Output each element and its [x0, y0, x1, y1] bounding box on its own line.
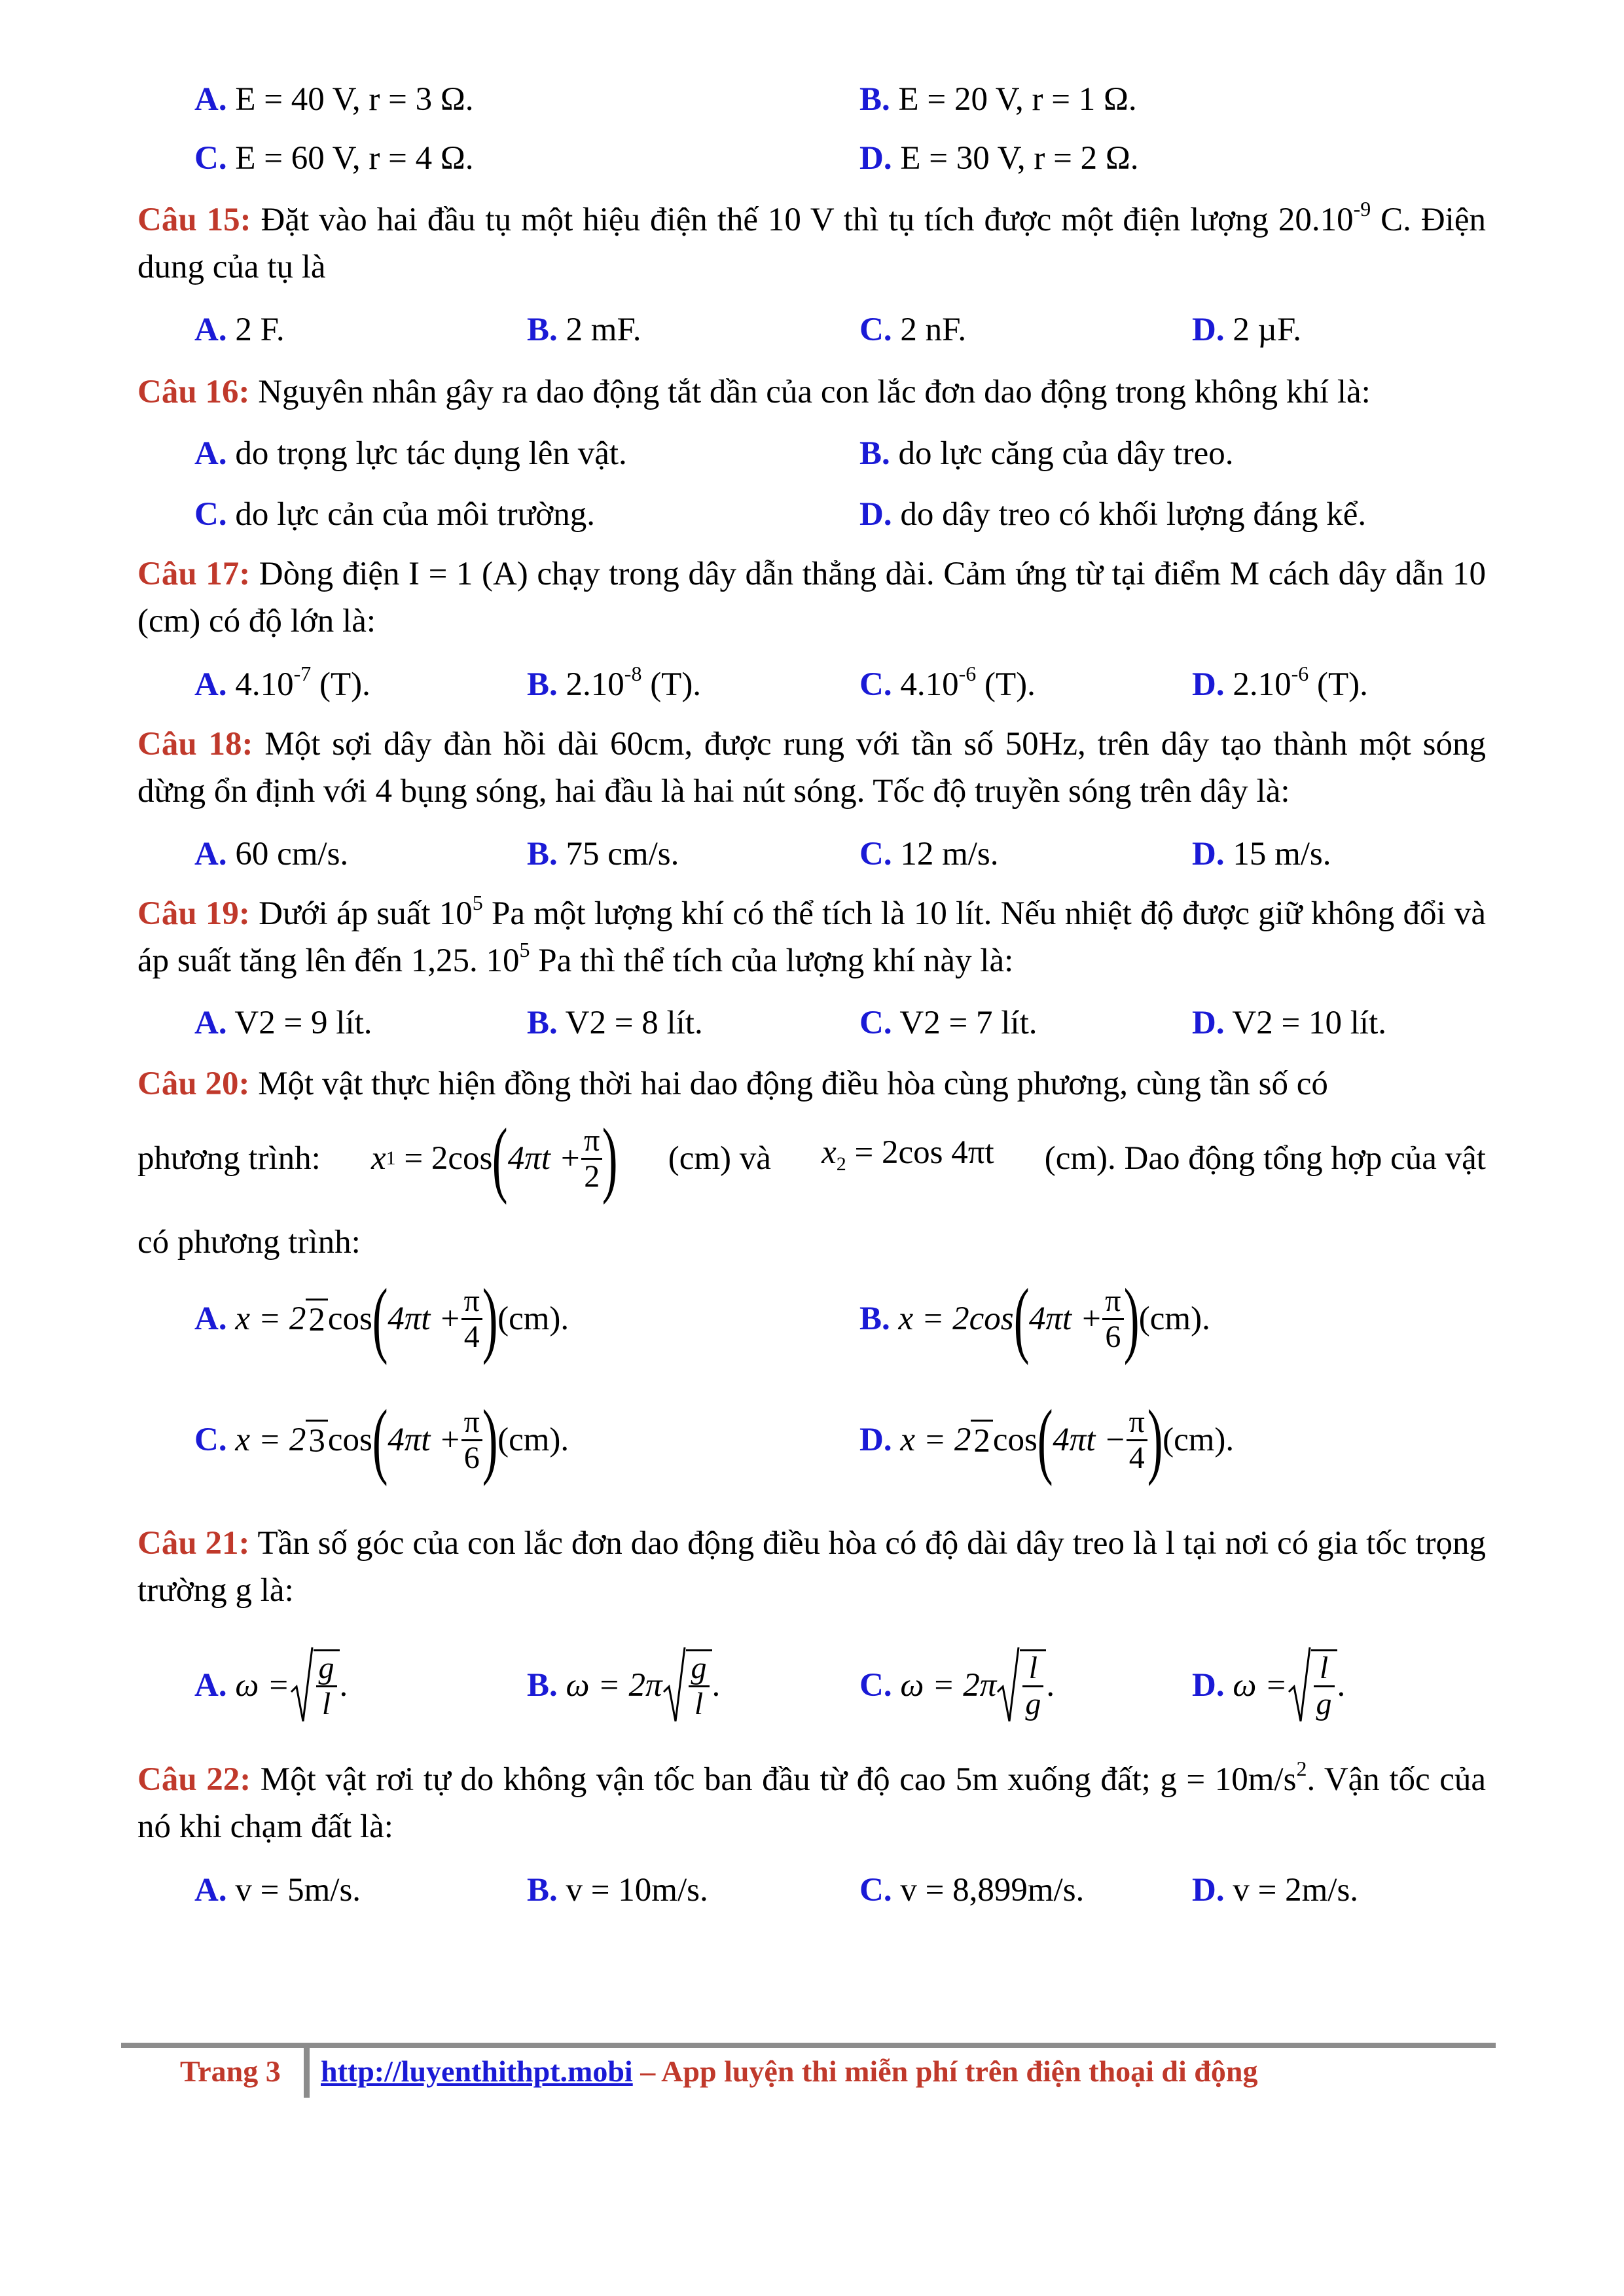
q18-option-d: D. 15 m/s.	[1192, 836, 1331, 872]
question-21: Câu 21: Tần số góc của con lắc đơn dao động điều hòa có độ dài dây treo là l tại nơi có gia tốc trọng trường g là:	[137, 1525, 1486, 1609]
question-22: Câu 22: Một vật rơi tự do không vận tốc ban đầu từ độ cao 5m xuống đất; $g = 10m/s^2$. Vận tốc của nó khi chạm đất là:	[137, 1757, 1486, 1845]
question-20-equation-line: phương trình: x 1 = 2cos ( 4πt + $\frac{\pi}{2}$ ) (cm) và $x_2 = 2\cos$ 4πt (cm). Dao động tổng hợp của vật	[137, 1111, 1486, 1206]
sqrt-sign-icon	[996, 1646, 1020, 1725]
sqrt-sign-icon	[290, 1646, 314, 1725]
footer-separator	[304, 2048, 310, 2098]
q14-option-d: D. E = 30 V, r = 2 Ω.	[859, 140, 1139, 177]
q15-option-b: B. 2 mF.	[527, 312, 641, 348]
q14-option-a: A. E = 40 V, r = 3 Ω.	[194, 81, 474, 118]
footer-link[interactable]: http://luyenthithpt.mobi	[321, 2054, 633, 2088]
q18-option-a: A. 60 cm/s.	[194, 836, 349, 872]
footer-text: http://luyenthithpt.mobi – App luyện thi miễn phí trên điện thoại di động	[321, 2054, 1258, 2088]
equation-x1: x 1 = 2cos ( 4πt + $\frac{\pi}{2}$ )	[371, 1111, 618, 1206]
q20-option-c: C. x = 2 3 cos ( 4πt + $\frac{\pi}{6}$ ) (cm).	[194, 1393, 569, 1487]
q19-option-b: B. V2 = 8 lít.	[527, 1005, 703, 1041]
page-number: Trang 3	[180, 2054, 281, 2088]
q17-option-d: D. $2.10^{-6}$ (T).	[1192, 662, 1368, 703]
q18-option-b: B. 75 cm/s.	[527, 836, 679, 872]
equation-x2: $x_2 = 2\cos$ 4πt	[821, 1134, 994, 1175]
q20-option-b: B. x = 2cos ( 4πt + $\frac{\pi}{6}$ ) (cm).	[859, 1272, 1210, 1366]
q15-option-c: C. 2 nF.	[859, 312, 967, 348]
question-15: Câu 15: Đặt vào hai đầu tụ một hiệu điện thế 10 V thì tụ tích được một điện lượng $20.10^{-9}$ C. Điện dung của tụ là	[137, 197, 1486, 285]
q19-option-a: A. V2 = 9 lít.	[194, 1005, 372, 1041]
question-16: Câu 16: Nguyên nhân gây ra dao động tắt dần của con lắc đơn dao động trong không khí là:	[137, 374, 1371, 410]
q21-option-d: D. ω = $\frac{l}{g}$ .	[1192, 1636, 1345, 1734]
q17-option-c: C. $4.10^{-6}$ (T).	[859, 662, 1036, 703]
q19-option-d: D. V2 = 10 lít.	[1192, 1005, 1387, 1041]
question-17: Câu 17: Dòng điện I = 1 (A) chạy trong dây dẫn thẳng dài. Cảm ứng từ tại điểm M cách dây dẫn 10 (cm) có độ lớn là:	[137, 556, 1486, 639]
question-18: Câu 18: Một sợi dây đàn hồi dài 60cm, được rung với tần số 50Hz, trên dây tạo thành một sóng dừng ổn định với 4 bụng sóng, hai đầu là hai nút sóng. Tốc độ truyền sóng trên dây là:	[137, 726, 1486, 810]
q22-option-d: D. v = 2m/s.	[1192, 1872, 1359, 1909]
q15-option-a: A. 2 F.	[194, 312, 285, 348]
q17-option-b: B. $2.10^{-8}$ (T).	[527, 662, 702, 703]
q21-option-c: C. ω = 2π $\frac{l}{g}$ .	[859, 1636, 1055, 1734]
q19-option-c: C. V2 = 7 lít.	[859, 1005, 1038, 1041]
q14-option-b: B. E = 20 V, r = 1 Ω.	[859, 81, 1137, 118]
q21-option-b: B. ω = 2π $\frac{g}{l}$ .	[527, 1636, 720, 1734]
q17-option-a: A. $4.10^{-7}$ (T).	[194, 662, 370, 703]
q16-option-a: A. do trọng lực tác dụng lên vật.	[194, 435, 627, 472]
q16-option-d: D. do dây treo có khối lượng đáng kể.	[859, 496, 1367, 533]
footer-divider	[121, 2043, 1496, 2048]
sqrt-sign-icon	[662, 1646, 686, 1725]
question-20-last-line: có phương trình:	[137, 1224, 361, 1261]
q16-option-b: B. do lực căng của dây treo.	[859, 435, 1234, 472]
q21-option-a: A. ω = $\frac{g}{l}$ .	[194, 1636, 348, 1734]
q22-option-a: A. v = 5m/s.	[194, 1872, 361, 1909]
question-19: Câu 19: Dưới áp suất $10^5$ Pa một lượng khí có thể tích là 10 lít. Nếu nhiệt độ được giữ không đổi và áp suất tăng lên đến 1,25. $10^5$ Pa thì thể tích của lượng khí này là:	[137, 891, 1486, 979]
q16-option-c: C. do lực cản của môi trường.	[194, 496, 595, 533]
q20-option-d: D. x = 2 2 cos ( 4πt − $\frac{\pi}{4}$ ) (cm).	[859, 1393, 1235, 1487]
q22-option-b: B. v = 10m/s.	[527, 1872, 708, 1909]
q15-option-d: D. 2 µF.	[1192, 312, 1302, 348]
q20-option-a: A. x = 2 2 cos ( 4πt + $\frac{\pi}{4}$ ) (cm).	[194, 1272, 569, 1366]
q14-option-c: C. E = 60 V, r = 4 Ω.	[194, 140, 474, 177]
question-20: Câu 20: Một vật thực hiện đồng thời hai dao động điều hòa cùng phương, cùng tần số có	[137, 1066, 1328, 1102]
q22-option-c: C. v = 8,899m/s.	[859, 1872, 1085, 1909]
sqrt-sign-icon	[1288, 1646, 1311, 1725]
q18-option-c: C. 12 m/s.	[859, 836, 999, 872]
